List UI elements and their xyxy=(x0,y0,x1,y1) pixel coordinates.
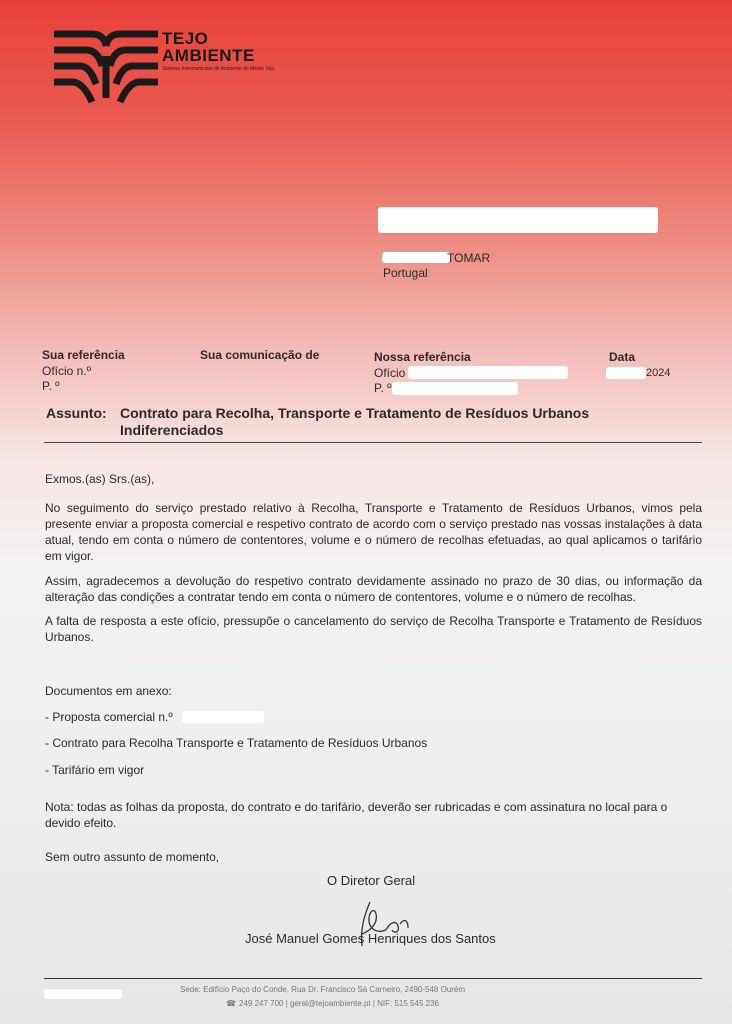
sua-referencia-oficio: Ofício n.º xyxy=(42,364,92,378)
closing-line: Sem outro assunto de momento, xyxy=(45,850,220,864)
logo-line-2: AMBIENTE xyxy=(162,46,255,65)
paragraph-3: A falta de resposta a este ofício, pressupõe o cancelamento do serviço de Recolha Transporte e Tratamento de Resíduos Urbanos. xyxy=(45,614,702,644)
annex-item-2: - Contrato para Recolha Transporte e Tratamento de Resíduos Urbanos xyxy=(45,736,428,750)
footer-contacts: 249 247 700 | geral@tejoambiente.pt | NIF: 515 545 236 xyxy=(239,999,439,1008)
annex-item-1: - Proposta comercial n.º xyxy=(45,710,173,724)
footer-divider xyxy=(44,978,702,979)
nossa-referencia-oficio: Ofício xyxy=(374,366,406,380)
greeting: Exmos.(as) Srs.(as), xyxy=(45,472,155,486)
sua-referencia-label: Sua referência xyxy=(42,348,125,362)
signatory-title: O Diretor Geral xyxy=(327,873,416,888)
recipient-city: TOMAR xyxy=(447,251,491,265)
subject-divider xyxy=(44,442,702,443)
paragraph-2: Assim, agradecemos a devolução do respetivo contrato devidamente assinado no prazo de 30 dias, ou informação da alteração das condições a contratar tendo em conta o número de contentores, volume e o número de recolhas. xyxy=(45,574,702,604)
sua-referencia-p: P. º xyxy=(42,379,60,393)
signatory-name: José Manuel Gomes Henriques dos Santos xyxy=(245,931,496,946)
redacted-recipient-street xyxy=(382,252,450,263)
subject-text: Contrato para Recolha, Transporte e Tratamento de Resíduos Urbanos Indiferenciados xyxy=(120,405,590,438)
recipient-country: Portugal xyxy=(383,266,428,280)
nossa-referencia-label: Nossa referência xyxy=(374,350,471,364)
redacted-date xyxy=(606,367,646,379)
nossa-referencia-p: P. º xyxy=(374,381,392,395)
handwritten-signature xyxy=(342,892,422,956)
annex-item-3: - Tarifário em vigor xyxy=(45,763,145,777)
footer-address: Sede: Edifício Paço do Conde, Rua Dr. Francisco Sá Carneiro, 2490-548 Ourém xyxy=(180,985,466,994)
redacted-footer-left xyxy=(44,989,122,999)
subject-label: Assunto: xyxy=(46,405,107,421)
redacted-nossa-oficio xyxy=(408,366,568,379)
annex-title: Documentos em anexo: xyxy=(45,684,172,698)
redacted-recipient-name xyxy=(378,207,658,233)
redacted-nossa-p xyxy=(392,382,518,395)
logo-tagline: Sistema Intermunicipal de Ambiente do Médio Tejo xyxy=(162,66,275,72)
paragraph-1: No seguimento do serviço prestado relativo à Recolha, Transporte e Tratamento de Resíduos Urbanos, vimos pela presente enviar a proposta comercial e respetivo contrato de acordo com o serviço prestado nas vossas instalações à data atual, tendo em conta o número de contentores, volume e o número de recolhas efetuadas, ao qual aplicamos o tarifário em vigor. xyxy=(45,501,702,563)
redacted-proposal-number xyxy=(182,711,264,723)
note-paragraph: Nota: todas as folhas da proposta, do contrato e do tarifário, deverão ser rubricadas e com assinatura no local para o devido efeito. xyxy=(45,800,668,830)
logo-line-1: TEJO xyxy=(162,29,209,48)
tejo-ambiente-logo-icon xyxy=(52,26,160,106)
data-value: 2024 xyxy=(646,367,671,379)
phone-icon: ☎ xyxy=(226,999,236,1008)
data-label: Data xyxy=(609,350,636,364)
sua-comunicacao-label: Sua comunicação de xyxy=(200,348,320,362)
